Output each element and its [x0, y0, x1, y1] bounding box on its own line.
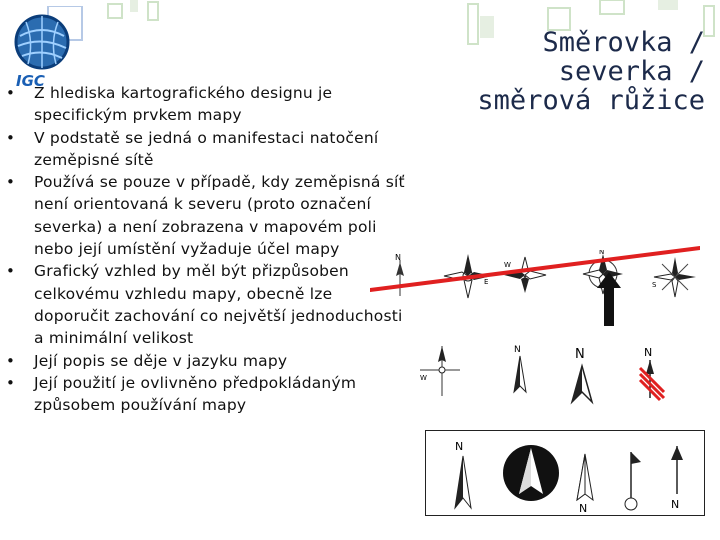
- north-arrow-icon: [505, 342, 535, 400]
- svg-text:W: W: [504, 261, 511, 269]
- svg-text:N: N: [671, 498, 680, 511]
- bullet-item: • V podstatě se jedná o manifestaci natočení zeměpisné sítě: [6, 127, 406, 172]
- logo-text: IGC: [16, 72, 45, 88]
- igc-logo: [4, 6, 84, 88]
- title-line: severka /: [558, 56, 705, 87]
- bullet-item: • Její použití je ovlivněno předpokládaným způsobem používání mapy: [6, 372, 406, 417]
- arrow-up-icon: [596, 270, 622, 328]
- svg-text:N: N: [579, 502, 588, 515]
- bullet-item: • Používá se pouze v případě, kdy zeměpisná síť není orientovaná k severu (proto označení severka) a není zobrazena v mapovém poli nebo její umístění vyžaduje účel mapy: [6, 171, 406, 260]
- bullet-item: • Její popis se děje v jazyku mapy: [6, 350, 406, 372]
- recommended-north-arrows-box: [425, 430, 705, 516]
- bullet-list: [6, 82, 406, 416]
- svg-text:N: N: [599, 250, 605, 256]
- north-arrow-icon: [562, 344, 602, 406]
- svg-text:N: N: [514, 345, 521, 355]
- svg-text:N: N: [455, 440, 464, 453]
- svg-text:S: S: [652, 281, 657, 289]
- north-arrow-icon: [632, 344, 672, 404]
- svg-text:N: N: [395, 253, 401, 262]
- crossed-out-line: [370, 240, 700, 300]
- bullet-item: • Z hlediska kartografického designu je specifickým prvkem mapy: [6, 82, 406, 127]
- bullet-item: • Grafický vzhled by měl být přizpůsoben celkovému vzhledu mapy, obecně lze doporučit zachování co největší jednoduchosti a minimální velikost: [6, 260, 406, 349]
- slide-title: [440, 28, 705, 115]
- svg-text:E: E: [484, 278, 489, 286]
- svg-text:W: W: [420, 374, 427, 382]
- title-line: směrová růžice: [477, 85, 705, 116]
- svg-text:N: N: [644, 346, 653, 359]
- svg-text:N: N: [575, 347, 585, 362]
- title-line: Směrovka /: [542, 27, 705, 58]
- compass-rose-icon: [412, 340, 462, 400]
